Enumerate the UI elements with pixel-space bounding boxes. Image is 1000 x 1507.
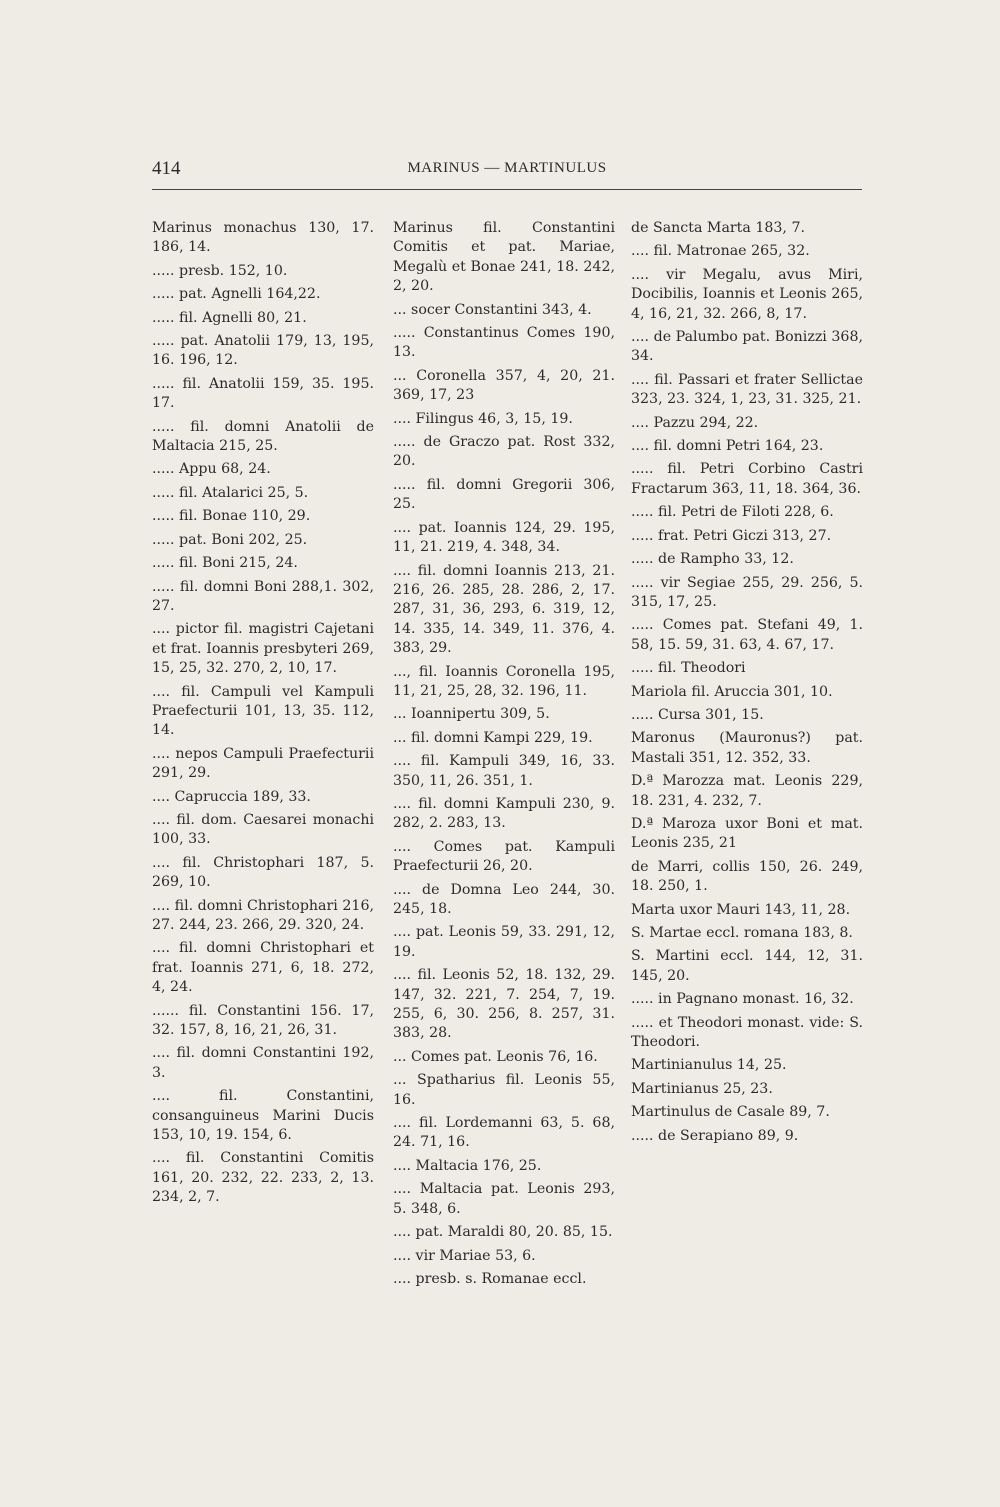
index-entry: Maronus (Mauronus?) pat. Mastali 351, 12. 352, 33. [631, 730, 863, 766]
index-entry: ..., fil. Ioannis Coronella 195, 11, 21, 25, 28, 32. 196, 11. [393, 663, 615, 699]
index-entry: .... fil. Lordemanni 63, 5. 68, 24. 71, 16. [393, 1115, 615, 1151]
index-entry: D.ª Marozza mat. Leonis 229, 18. 231, 4. 232, 7. [631, 773, 863, 809]
header-rule [152, 189, 862, 190]
index-entry: Martinianulus 14, 25. [631, 1057, 787, 1074]
index-column-1 [152, 219, 374, 1212]
index-entry: .... fil. domni Christophari et frat. Ioannis 271, 6, 18. 272, 4, 24. [152, 940, 374, 996]
index-entry: .... fil. domni Ioannis 213, 21. 216, 26. 285, 28. 286, 2, 17. 287, 31, 36, 293, 6. 319, 12, 14. 335, 14. 349, 11. 376, 4. 383, 29. [393, 562, 615, 657]
index-entry: ..... fil. Petri Corbino Castri Fractarum 363, 11, 18. 364, 36. [631, 461, 863, 497]
index-entry: .... pictor fil. magistri Cajetani et frat. Ioannis presbyteri 269, 15, 25, 32. 270, 2, 10, 17. [152, 621, 374, 677]
index-entry: .... Capruccia 189, 33. [152, 788, 311, 805]
index-entry: ... Coronella 357, 4, 20, 21. 369, 17, 23 [393, 367, 615, 404]
index-entry: de Marri, collis 150, 26. 249, 18. 250, 1. [631, 858, 863, 895]
index-column-2 [393, 219, 615, 1293]
index-entry: ..... in Pagnano monast. 16, 32. [631, 991, 854, 1008]
index-entry: .... fil. domni Kampuli 230, 9. 282, 2. 283, 13. [393, 795, 615, 832]
index-entry: ... Spatharius fil. Leonis 55, 16. [393, 1072, 615, 1108]
index-entry: ..... fil. Petri de Filoti 228, 6. [631, 504, 834, 521]
index-entry: ..... vir Segiae 255, 29. 256, 5. 315, 17, 25. [631, 574, 863, 610]
index-entry: Martinianus 25, 23. [631, 1080, 773, 1097]
index-entry: .... pat. Ioannis 124, 29. 195, 11, 21. 219, 4. 348, 34. [393, 519, 615, 556]
index-entry: ..... fil. Theodori [631, 660, 746, 677]
index-entry: Marta uxor Mauri 143, 11, 28. [631, 901, 851, 918]
index-entry: ..... et Theodori monast. vide: S. Theodori. [631, 1014, 863, 1051]
index-entry: ..... fil. Atalarici 25, 5. [152, 484, 309, 501]
index-entry: ..... fil. domni Anatolii de Maltacia 215, 25. [152, 418, 374, 455]
index-entry: ..... Appu 68, 24. [152, 461, 271, 478]
index-entry: Martinulus de Casale 89, 7. [631, 1104, 830, 1121]
index-entry: .... Comes pat. Kampuli Praefecturii 26, 20. [393, 838, 615, 875]
index-entry: ..... de Rampho 33, 12. [631, 551, 794, 568]
index-entry: ..... frat. Petri Giczi 313, 27. [631, 527, 832, 544]
index-entry: .... Maltacia 176, 25. [393, 1157, 542, 1174]
index-entry: .... presb. s. Romanae eccl. [393, 1270, 587, 1287]
index-entry: D.ª Maroza uxor Boni et mat. Leonis 235, 21 [631, 815, 863, 852]
index-entry: .... fil. Constantini, consanguineus Marini Ducis 153, 10, 19. 154, 6. [152, 1088, 374, 1144]
page-header [152, 158, 862, 188]
index-entry: Marinus monachus 130, 17. 186, 14. [152, 220, 374, 256]
index-entry: ..... fil. Anatolii 159, 35. 195. 17. [152, 375, 374, 412]
index-entry: S. Martini eccl. 144, 12, 31. 145, 20. [631, 948, 863, 984]
index-entry: ..... presb. 152, 10. [152, 262, 288, 279]
index-column-3 [631, 219, 863, 1150]
index-entry: .... pat. Maraldi 80, 20. 85, 15. [393, 1224, 613, 1241]
index-entry: .... vir Mariae 53, 6. [393, 1247, 536, 1264]
index-entry: Mariola fil. Aruccia 301, 10. [631, 683, 833, 700]
index-entry: ...... fil. Constantini 156. 17, 32. 157, 8, 16, 21, 26, 31. [152, 1002, 374, 1039]
page-number: 414 [152, 158, 181, 179]
index-entry: .... fil. domni Constantini 192, 3. [152, 1045, 374, 1081]
index-entry: ... fil. domni Kampi 229, 19. [393, 729, 593, 746]
index-entry: .... fil. Christophari 187, 5. 269, 10. [152, 854, 374, 891]
index-entry: ..... fil. Boni 215, 24. [152, 555, 298, 572]
index-entry: de Sancta Marta 183, 7. [631, 220, 805, 236]
index-entry: .... de Palumbo pat. Bonizzi 368, 34. [631, 329, 863, 365]
index-entry: ..... fil. Agnelli 80, 21. [152, 309, 307, 326]
index-entry: .... de Domna Leo 244, 30. 245, 18. [393, 881, 615, 917]
index-entry: ..... Comes pat. Stefani 49, 1. 58, 15. 59, 31. 63, 4. 67, 17. [631, 617, 863, 653]
index-entry: ..... fil. Bonae 110, 29. [152, 508, 311, 525]
index-entry: ..... pat. Agnelli 164,22. [152, 286, 321, 303]
index-entry: .... Pazzu 294, 22. [631, 414, 759, 431]
index-entry: ..... fil. domni Gregorii 306, 25. [393, 476, 615, 513]
index-entry: .... Maltacia pat. Leonis 293, 5. 348, 6. [393, 1181, 615, 1217]
index-entry: ... socer Constantini 343, 4. [393, 301, 592, 318]
index-entry: .... pat. Leonis 59, 33. 291, 12, 19. [393, 924, 615, 960]
index-entry: ..... fil. domni Boni 288,1. 302, 27. [152, 578, 374, 614]
index-entry: ..... Cursa 301, 15. [631, 706, 764, 723]
running-title: MARINUS — MARTINULUS [407, 160, 607, 176]
index-entry: S. Martae eccl. romana 183, 8. [631, 925, 853, 941]
index-entry: ... Comes pat. Leonis 76, 16. [393, 1048, 598, 1065]
index-entry: .... fil. Kampuli 349, 16, 33. 350, 11, 26. 351, 1. [393, 753, 615, 789]
index-entry: Marinus fil. Constantini Comitis et pat. Mariae, Megalù et Bonae 241, 18. 242, 2, 20. [393, 220, 615, 295]
index-entry: .... fil. dom. Caesarei monachi 100, 33. [152, 811, 374, 848]
index-entry: ..... de Graczo pat. Rost 332, 20. [393, 434, 615, 470]
index-entry: .... fil. domni Christophari 216, 27. 244, 23. 266, 29. 320, 24. [152, 897, 374, 933]
index-entry: .... fil. Campuli vel Kampuli Praefecturii 101, 13, 35. 112, 14. [152, 683, 374, 739]
index-entry: ..... Constantinus Comes 190, 13. [393, 325, 615, 361]
index-entry: .... fil. domni Petri 164, 23. [631, 438, 824, 455]
index-entry: .... nepos Campuli Praefecturii 291, 29. [152, 745, 374, 782]
index-entry: ..... pat. Boni 202, 25. [152, 531, 308, 548]
index-entry: ..... pat. Anatolii 179, 13, 195, 16. 196, 12. [152, 333, 374, 369]
index-entry: .... fil. Matronae 265, 32. [631, 243, 810, 260]
index-entry: .... fil. Leonis 52, 18. 132, 29. 147, 32. 221, 7. 254, 7, 19. 255, 6, 30. 256, 8. 257, 31. 383, 28. [393, 967, 615, 1042]
index-entry: .... vir Megalu, avus Miri, Docibilis, Ioannis et Leonis 265, 4, 16, 21, 32. 266, 8, 17. [631, 266, 863, 322]
index-entry: .... fil. Constantini Comitis 161, 20. 232, 22. 233, 2, 13. 234, 2, 7. [152, 1150, 374, 1206]
index-entry: ..... de Serapiano 89, 9. [631, 1127, 799, 1144]
index-entry: ... Ioannipertu 309, 5. [393, 706, 550, 723]
index-entry: .... fil. Passari et frater Sellictae 323, 23. 324, 1, 23, 31. 325, 21. [631, 371, 863, 408]
index-entry: .... Filingus 46, 3, 15, 19. [393, 410, 573, 427]
